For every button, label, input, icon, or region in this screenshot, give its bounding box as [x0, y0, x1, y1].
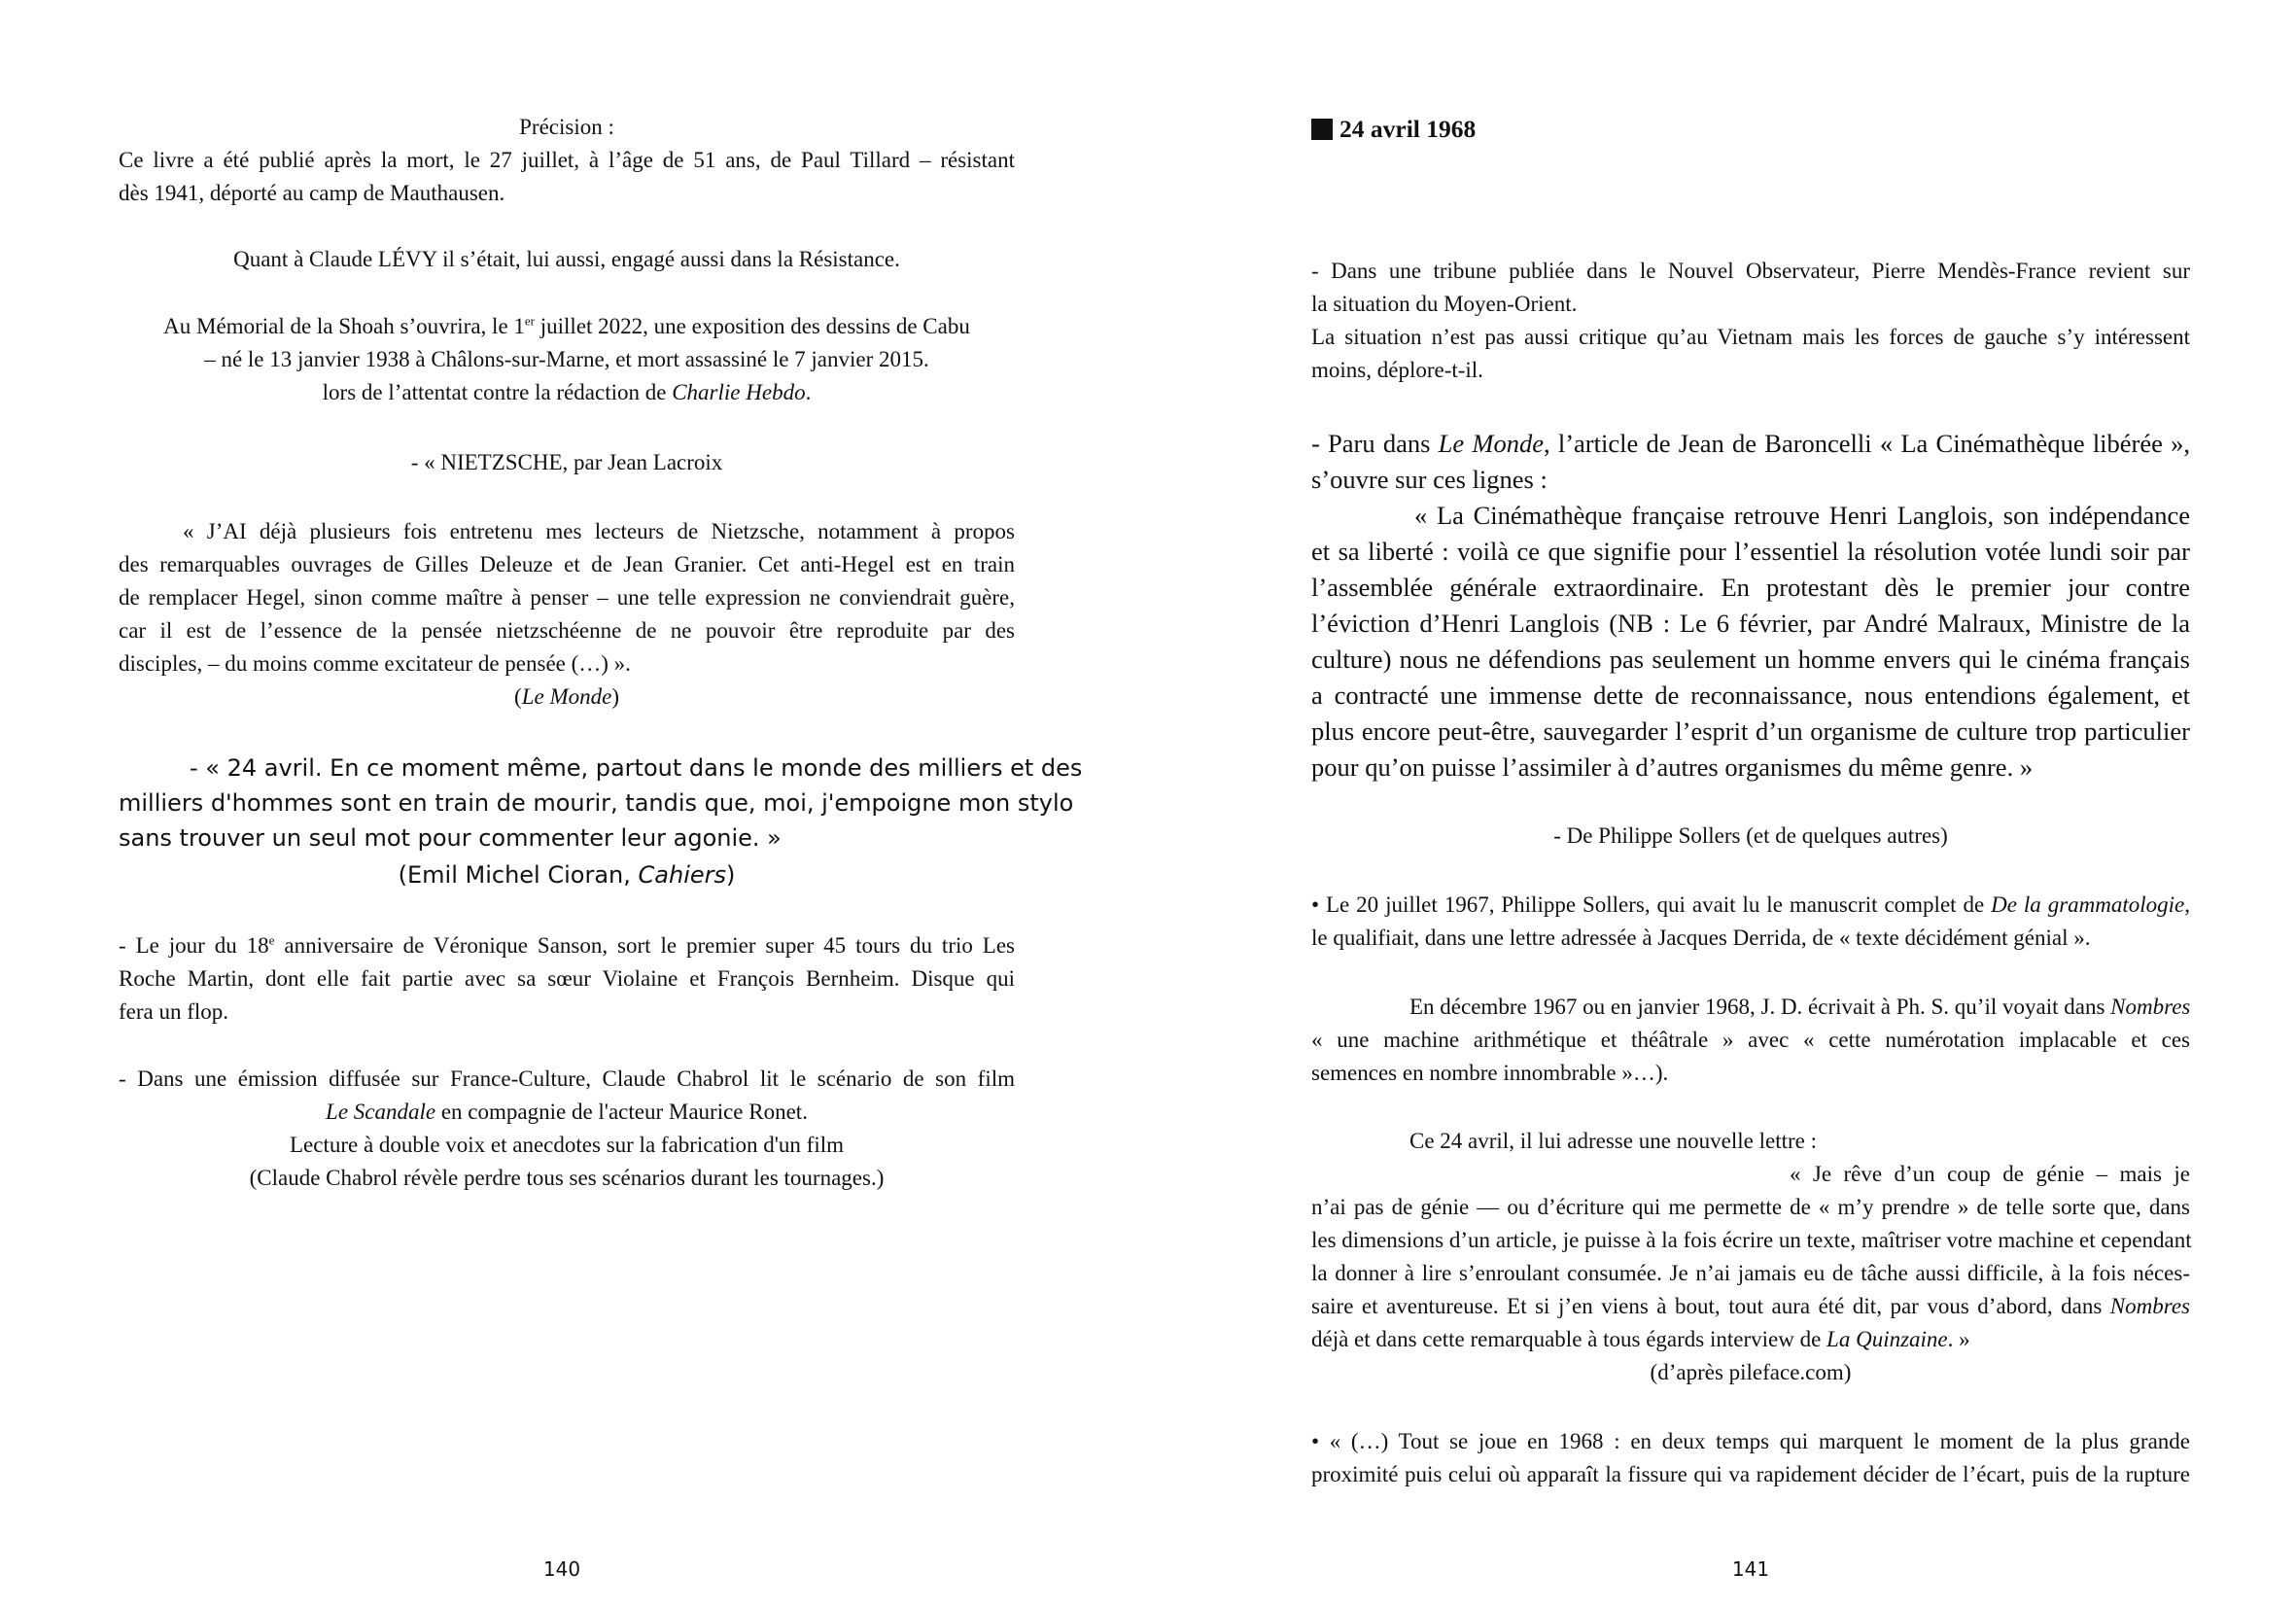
cinematheque-quote-line-8: pour qu’on puisse l’assimiler à d’autres organismes du même genre. » [1311, 752, 2034, 782]
sanson-line-1: - Le jour du 18e anniversaire de Véronique Sanson, sort le premier super 45 tours du trio Les [119, 932, 1015, 958]
chabrol-line-4: (Claude Chabrol révèle perdre tous ses scénarios durant les tournages.) [249, 1166, 885, 1190]
date-heading: 24 avril 1968 [1311, 112, 1895, 147]
letter-source: (d’après pileface.com) [1650, 1360, 1852, 1384]
nietzsche-quote-line-3: de remplacer Hegel, sinon comme maître à penser – une telle expression ne conviendrait guère, [119, 585, 1015, 610]
cinematheque-quote-line-1: « La Cinémathèque française retrouve Henri Langlois, son indépendance [1414, 501, 2190, 530]
chabrol-line-3: Lecture à double voix et anecdotes sur la fabrication d'un film [290, 1133, 844, 1157]
letter-quote-line-2: n’ai pas de génie — ou d’écriture qui me permette de « m’y prendre » de telle sorte que, dans [1311, 1195, 2190, 1219]
letter-quote-line-1: « Je rêve d’un coup de génie – mais je [1790, 1162, 2190, 1186]
cinematheque-quote-line-5: culture) nous ne défendions pas seulement un homme envers qui le cinéma français [1311, 645, 2190, 674]
sanson-line-3: fera un flop. [119, 999, 229, 1024]
precision-line-1: Ce livre a été publié après la mort, le 27 juillet, à l’âge de 51 ans, de Paul Tillard – résistant [119, 148, 1015, 172]
letter-quote-line-3: les dimensions d’un article, je puisse à la fois écrire un texte, maîtriser votre machine et cependant [1311, 1228, 2192, 1252]
sollers-1967-line-1: • Le 20 juillet 1967, Philippe Sollers, qui avait lu le manuscrit complet de De la grammatologie, [1311, 892, 2190, 917]
page-number: 141 [1731, 1557, 1770, 1581]
cinematheque-quote-line-7: plus encore peut-être, sauvegarder l’esprit d’un organisme de culture trop particulier [1311, 716, 2190, 746]
cioran-quote-line-1: - « 24 avril. En ce moment même, partout dans le monde des milliers et des [190, 754, 1083, 782]
cinematheque-quote-line-4: l’éviction d’Henri Langlois (NB : Le 6 février, par André Malraux, Ministre de la [1311, 609, 2190, 638]
cioran-quote-line-3: sans trouver un seul mot pour commenter leur agonie. » [119, 824, 782, 852]
derrida-1967-line-1: En décembre 1967 ou en janvier 1968, J. D. écrivait à Ph. S. qu’il voyait dans Nombres [1409, 995, 2191, 1019]
mendes-france-line-4: moins, déplore-t-il. [1311, 358, 1483, 382]
letter-quote-line-6: déjà et dans cette remarquable à tous égards interview de La Quinzaine. » [1311, 1327, 1970, 1351]
nietzsche-source: (Le Monde) [514, 684, 619, 709]
chabrol-line-1: - Dans une émission diffusée sur France-Culture, Claude Chabrol lit le scénario de son film [119, 1066, 1015, 1091]
cinematheque-quote-line-2: et sa liberté : voilà ce que signifie pour l’essentiel la résolution votée lundi soir par [1311, 537, 2190, 566]
final-para-line-1: • « (…) Tout se joue en 1968 : en deux temps qui marquent le moment de la plus grande [1311, 1429, 2190, 1453]
sollers-heading: - De Philippe Sollers (et de quelques autres) [1553, 823, 1948, 848]
final-para-line-2: proximité puis celui où apparaît la fissure qui va rapidement décider de l’écart, puis de la rupture [1311, 1462, 2190, 1486]
mendes-france-line-3: La situation n’est pas aussi critique qu’au Vietnam mais les forces de gauche s’y intéressent [1311, 325, 2190, 349]
cioran-source: (Emil Michel Cioran, Cahiers) [398, 861, 736, 889]
chabrol-line-2: Le Scandale en compagnie de l'acteur Maurice Ronet. [326, 1100, 808, 1124]
cinematheque-quote-line-6: a contracté une immense dette de reconnaissance, nous entendions également, et [1311, 681, 2190, 710]
sollers-1967-line-2: le qualifiait, dans une lettre adressée à Jacques Derrida, de « texte décidément génial ». [1311, 926, 2091, 950]
mendes-france-line-1: - Dans une tribune publiée dans le Nouvel Observateur, Pierre Mendès-France revient sur [1311, 259, 2190, 283]
nietzsche-quote-line-4: car il est de l’essence de la pensée nietzschéenne de ne pouvoir être reproduite par des [119, 618, 1015, 643]
memorial-line-1: Au Mémorial de la Shoah s’ouvrira, le 1er juillet 2022, une exposition des dessins de Cabu [163, 313, 970, 338]
monde-intro-line-2: s’ouvre sur ces lignes : [1311, 465, 1548, 494]
right-page [1148, 0, 2296, 1607]
monde-intro-line-1: - Paru dans Le Monde, l’article de Jean de Baroncelli « La Cinémathèque libérée », [1311, 429, 2191, 458]
precision-line-2: dès 1941, déporté au camp de Mauthausen. [119, 181, 505, 205]
derrida-1967-line-3: semences en nombre innombrable »…). [1311, 1061, 1669, 1085]
letter-quote-line-4: la donner à lire s’enroulant consumée. Je n’ai jamais eu de tâche aussi difficile, à la fois néces- [1311, 1261, 2190, 1285]
mendes-france-line-2: la situation du Moyen-Orient. [1311, 292, 1578, 316]
cinematheque-quote-line-3: l’assemblée générale extraordinaire. En protestant dès le premier jour contre [1311, 573, 2190, 602]
cioran-quote-line-2: milliers d'hommes sont en train de mourir, tandis que, moi, j'empoigne mon stylo [119, 789, 1074, 817]
nietzsche-title: - « NIETZSCHE, par Jean Lacroix [410, 450, 723, 474]
precision-heading: Précision : [519, 115, 614, 139]
memorial-line-3: lors de l’attentat contre la rédaction de Charlie Hebdo. [322, 380, 812, 404]
nietzsche-quote-line-1: « J’AI déjà plusieurs fois entretenu mes lecteurs de Nietzsche, notamment à propos [183, 519, 1015, 543]
sanson-line-2: Roche Martin, dont elle fait partie avec sa sœur Violaine et François Bernheim. Disque qui [119, 966, 1015, 991]
nietzsche-quote-line-5: disciples, – du moins comme excitateur de pensée (…) ». [119, 651, 631, 676]
levy-line: Quant à Claude LÉVY il s’était, lui aussi, engagé aussi dans la Résistance. [233, 247, 900, 271]
nietzsche-quote-line-2: des remarquables ouvrages de Gilles Deleuze et de Jean Granier. Cet anti-Hegel est en train [119, 552, 1015, 576]
page-number: 140 [542, 1557, 581, 1581]
letter-quote-line-5: saire et aventureuse. Et si j’en viens à bout, tout aura été dit, par vous d’abord, dans Nombres [1311, 1294, 2190, 1318]
square-bullet-icon [1311, 119, 1333, 140]
letter-intro: Ce 24 avril, il lui adresse une nouvelle lettre : [1409, 1129, 1817, 1153]
memorial-line-2: – né le 13 janvier 1938 à Châlons-sur-Marne, et mort assassiné le 7 janvier 2015. [204, 347, 929, 371]
derrida-1967-line-2: « une machine arithmétique et théâtrale » avec « cette numérotation implacable et ces [1311, 1028, 2190, 1052]
